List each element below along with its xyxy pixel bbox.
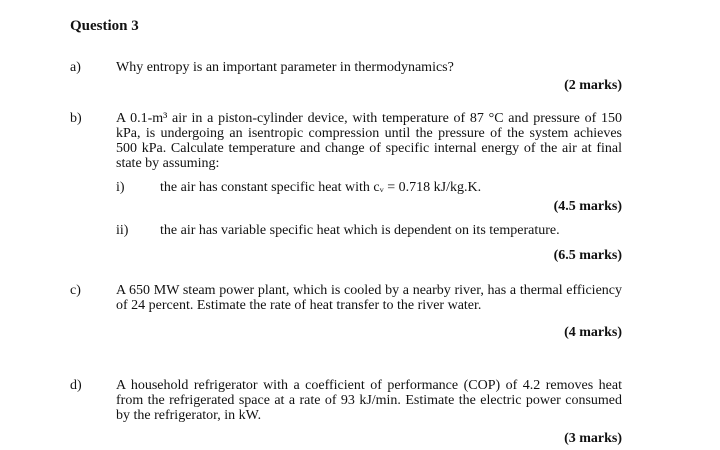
- part-b-text: A 0.1-m³ air in a piston-cylinder device, with temperature of 87 °C and pressure of 150 kPa, is undergoing an isentropic compression until the pressure of the system achieves 500 kPa. Calculate temperature and change of specific internal energy of the air at final state by assuming:: [116, 111, 622, 171]
- part-d-label: d): [70, 378, 82, 393]
- part-b-ii-marks: (6.5 marks): [553, 248, 622, 263]
- question-title: Question 3: [70, 18, 139, 34]
- part-c-text: A 650 MW steam power plant, which is cooled by a nearby river, has a thermal efficiency of 24 percent. Estimate the rate of heat transfer to the river water.: [116, 283, 622, 313]
- part-a-text: Why entropy is an important parameter in thermodynamics?: [116, 60, 454, 75]
- part-b-ii-text: the air has variable specific heat which is dependent on its temperature.: [160, 223, 560, 238]
- part-a-label: a): [70, 60, 81, 75]
- part-a-marks: (2 marks): [564, 78, 622, 93]
- part-b-i-label: i): [116, 180, 125, 195]
- part-c-label: c): [70, 283, 81, 298]
- part-d-text: A household refrigerator with a coefficient of performance (COP) of 4.2 removes heat from the refrigerated space at a rate of 93 kJ/min. Estimate the electric power consumed by the refrigerator, in kW.: [116, 378, 622, 423]
- part-d-marks: (3 marks): [564, 431, 622, 446]
- part-b-i-marks: (4.5 marks): [553, 199, 622, 214]
- part-b-ii-label: ii): [116, 223, 129, 238]
- part-b-i-text: the air has constant specific heat with cᵥ = 0.718 kJ/kg.K.: [160, 180, 482, 195]
- part-b-label: b): [70, 111, 82, 126]
- part-c-marks: (4 marks): [564, 325, 622, 340]
